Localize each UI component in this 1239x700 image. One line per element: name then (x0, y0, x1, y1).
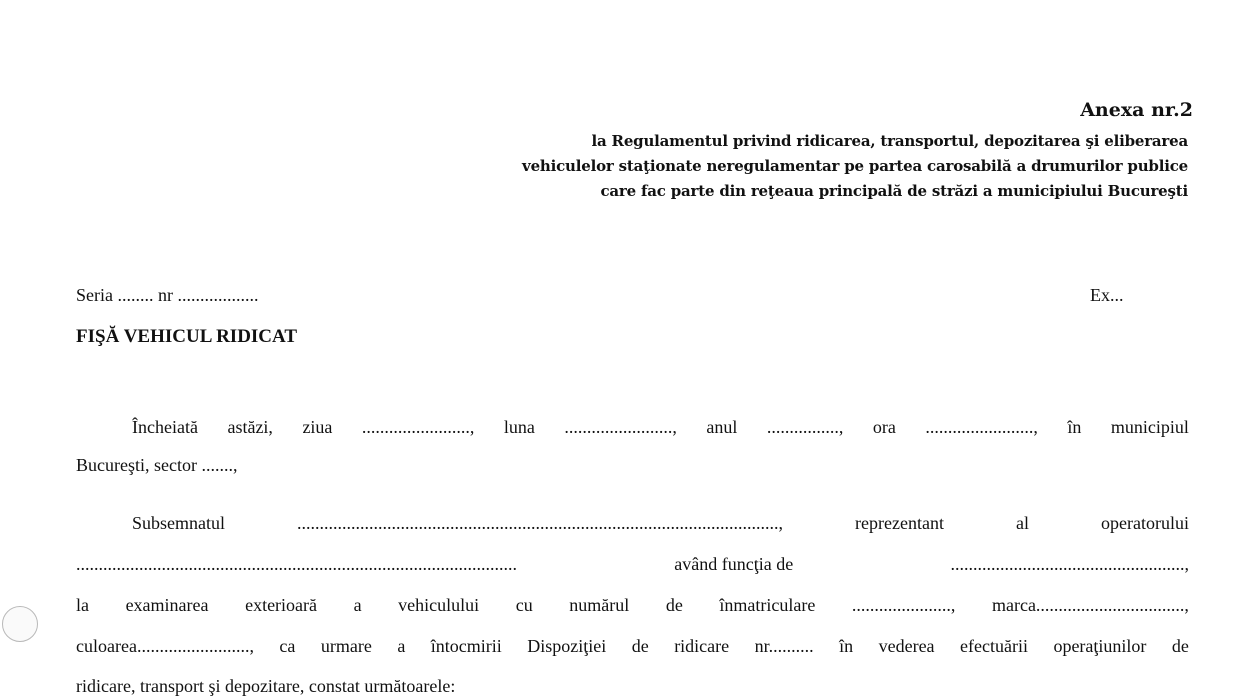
word: anul (706, 417, 738, 437)
word: operatorului (1101, 513, 1189, 533)
paragraph2-line2 (76, 554, 1189, 575)
word: a (353, 595, 362, 615)
paragraph1-line2: Bucureşti, sector ......., (76, 455, 238, 475)
document-title: FIŞĂ VEHICUL RIDICAT (76, 326, 298, 347)
word: ora (872, 417, 896, 437)
paragraph2-line5: ridicare, transport şi depozitare, constat următoarele: (76, 676, 456, 696)
word: a (397, 636, 406, 656)
word: de (1171, 636, 1189, 656)
word: urmare (320, 636, 372, 656)
word: în (1067, 417, 1082, 437)
paragraph2-line1 (132, 513, 1189, 534)
name-field: ..........................................................................................................., (297, 513, 784, 533)
word: la (76, 595, 89, 615)
paragraph2-line4 (76, 636, 1189, 657)
day-field: ........................, (361, 417, 475, 437)
annex-subtitle-line-1: la Regulamentul privind ridicarea, transportul, depozitarea şi eliberarea (591, 132, 1188, 150)
function-field: ...................................................., (950, 554, 1189, 574)
word: înmatriculare (719, 595, 816, 615)
paragraph2-line3 (76, 595, 1189, 616)
word: exterioară (245, 595, 318, 615)
word: al (1015, 513, 1029, 533)
word: operaţiunilor (1053, 636, 1147, 656)
seria-number-field: Seria ........ nr .................. (76, 285, 259, 305)
word: de (665, 595, 683, 615)
word: vehiculului (398, 595, 480, 615)
word: cu (515, 595, 533, 615)
word: reprezentant (855, 513, 944, 533)
word: întocmirii (430, 636, 502, 656)
word: luna (503, 417, 535, 437)
word: examinarea (125, 595, 209, 615)
word: numărul (569, 595, 630, 615)
word: ziua (302, 417, 333, 437)
plate-number-field: ......................, (851, 595, 956, 615)
word: vederea (878, 636, 935, 656)
word: Dispoziţiei (527, 636, 607, 656)
hour-field: ........................, (925, 417, 1038, 437)
word: astăzi, (227, 417, 273, 437)
annex-subtitle-line-3: care fac parte din reţeaua principală de străzi a municipiului Bucureşti (600, 182, 1188, 200)
month-field: ........................, (564, 417, 677, 437)
year-field: ................, (766, 417, 844, 437)
word: Încheiată (132, 417, 198, 437)
word: municipiul (1110, 417, 1189, 437)
annex-title: Anexa nr.2 (1080, 99, 1193, 121)
word: în (839, 636, 854, 656)
word: de (631, 636, 649, 656)
word: efectuării (960, 636, 1028, 656)
word: având funcţia de (674, 554, 794, 574)
word: ridicare (674, 636, 730, 656)
annex-subtitle-line-2: vehiculelor staţionate neregulamentar pe partea carosabilă a drumurilor publice (522, 157, 1188, 175)
operator-field: .................................................................................................. (76, 554, 517, 574)
punch-hole-mark (2, 606, 38, 642)
word: Subsemnatul (132, 513, 225, 533)
color-field: culoarea........................., (76, 636, 254, 656)
disposition-number-field: nr.......... (754, 636, 814, 656)
brand-field: marca................................., (991, 595, 1189, 615)
paragraph1-line1 (132, 417, 1189, 438)
word: ca (279, 636, 296, 656)
exemplar-label: Ex... (1090, 285, 1124, 305)
